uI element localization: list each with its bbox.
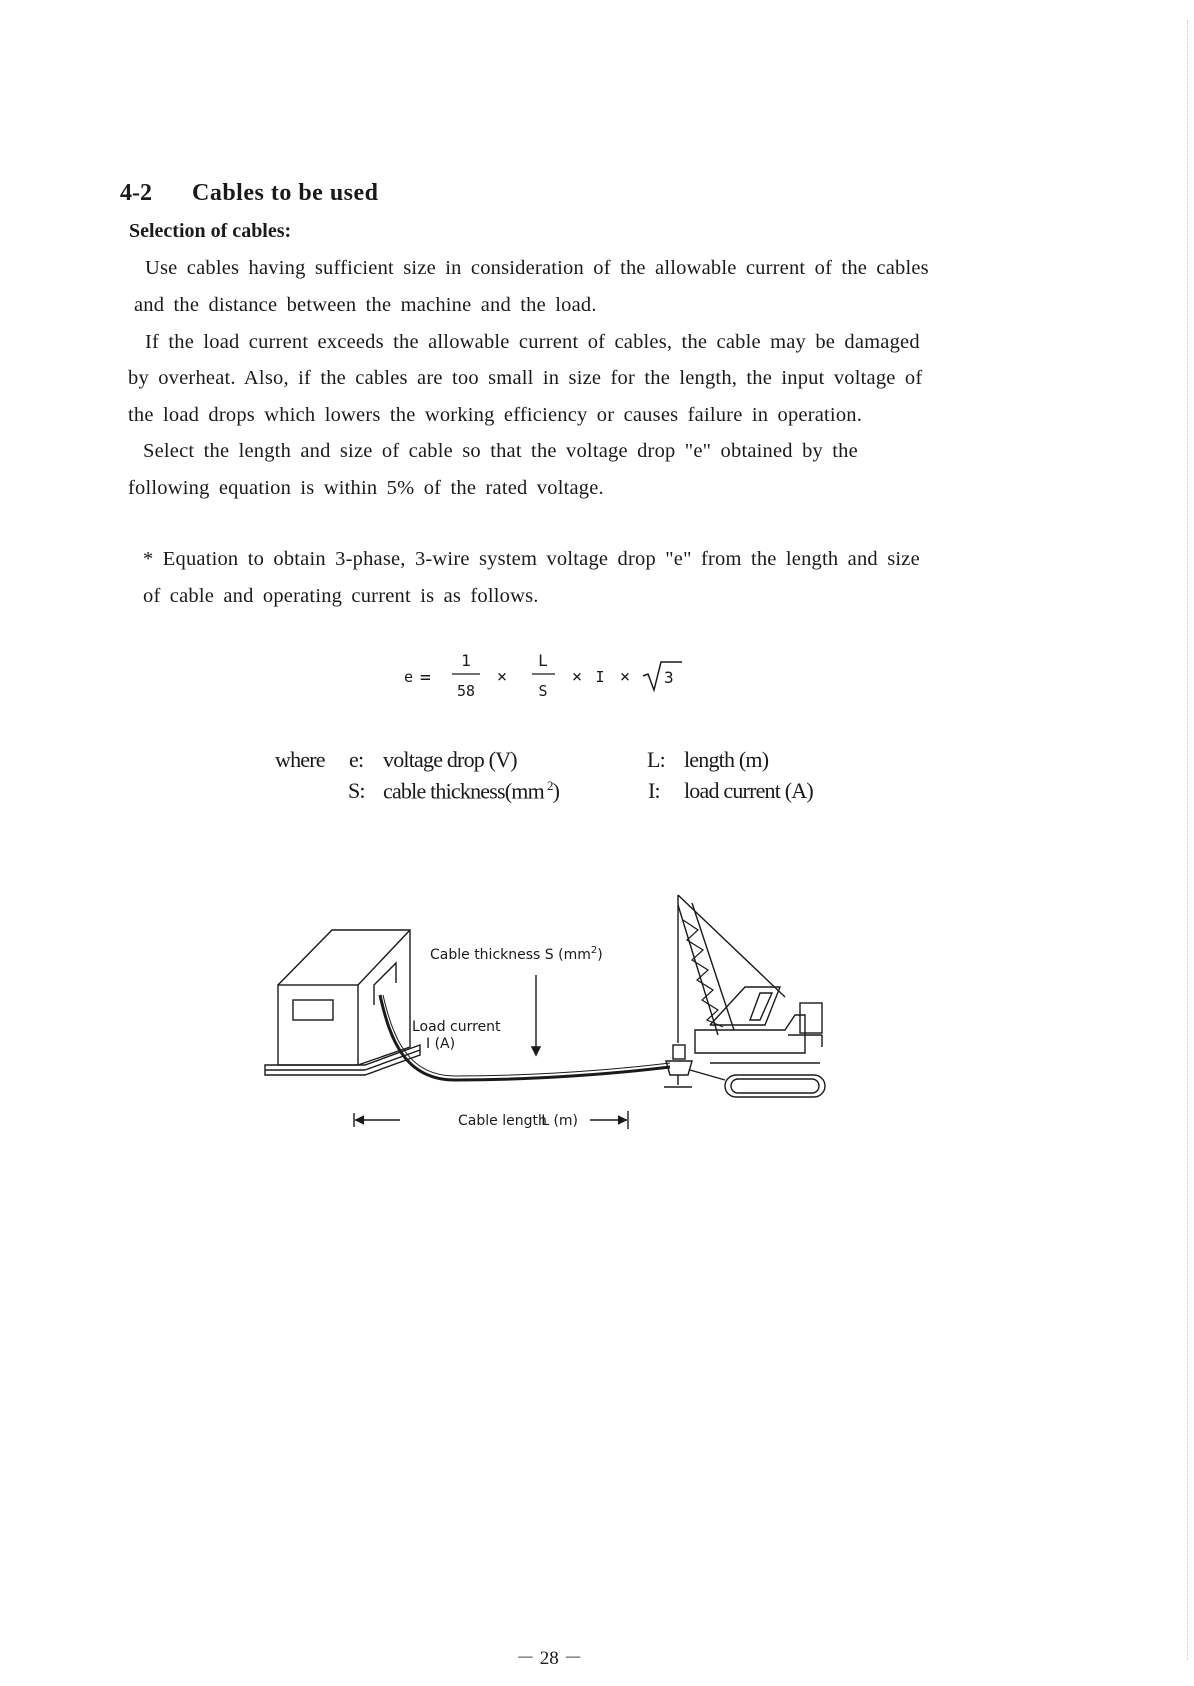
desc-l: length (m) (684, 747, 769, 772)
paragraph-line: following equation is within 5% of the rated voltage. (128, 477, 604, 499)
symbol-l: L: (647, 747, 665, 772)
paragraph-line: Select the length and size of cable so that the voltage drop "e" obtained by the (143, 440, 858, 462)
paragraph-line: the load drops which lowers the working efficiency or causes failure in operation. (128, 404, 863, 426)
eq-numerator-1: 1 (461, 651, 471, 670)
desc-i: load current (A) (684, 778, 813, 803)
page-edge-rule (1187, 20, 1188, 1660)
cable-illustration (240, 875, 860, 1145)
cable-length-label: Cable length (458, 1113, 547, 1129)
symbol-e: e: (349, 747, 364, 772)
paragraph-line: and the distance between the machine and the load. (134, 294, 597, 316)
eq-equals: = (420, 667, 431, 688)
subheading: Selection of cables: (129, 220, 292, 242)
paragraph-line: If the load current exceeds the allowable current of cables, the cable may be damaged (145, 331, 920, 353)
desc-s (383, 778, 559, 804)
eq-times: × (619, 667, 631, 687)
voltage-drop-equation (390, 640, 710, 730)
desc-s-text: cable thickness(mm (383, 778, 544, 804)
cable-length-unit: L (m) (541, 1113, 578, 1129)
cable-thickness-close: ) (597, 947, 603, 963)
arrow-head-icon (618, 1116, 626, 1124)
eq-denominator-1: 58 (456, 682, 476, 700)
generator-icon (265, 930, 420, 1075)
desc-s-close: ) (552, 778, 560, 804)
note-line: * Equation to obtain 3-phase, 3-wire system voltage drop "e" from the length and size (143, 548, 920, 570)
symbol-s: S: (348, 778, 365, 803)
paragraph-line: by overheat. Also, if the cables are too small in size for the length, the input voltage of (128, 367, 923, 389)
section-number: 4-2 (120, 180, 152, 206)
eq-denominator-2: S (538, 682, 548, 700)
page-number: － 28 － (516, 1648, 583, 1669)
arrow-head-icon (356, 1116, 364, 1124)
sqrt-sign-icon (643, 662, 682, 690)
section-title: Cables to be used (192, 180, 379, 206)
crane-icon (664, 895, 825, 1097)
eq-numerator-2: L (538, 651, 548, 670)
note-line: of cable and operating current is as follows. (143, 585, 539, 607)
load-current-unit: I (A) (426, 1036, 456, 1052)
load-current-label: Load current (412, 1019, 501, 1035)
eq-times: × (571, 667, 583, 687)
desc-s-superscript: 2 (546, 778, 553, 793)
where-label: where (275, 747, 325, 772)
cable-thickness-superscript: 2 (590, 945, 598, 956)
desc-e: voltage drop (V) (383, 747, 517, 772)
eq-times: × (496, 667, 508, 687)
cable-thickness-label (430, 945, 603, 963)
eq-root-value: 3 (664, 668, 674, 687)
symbol-i: I: (648, 778, 660, 803)
eq-current: I (595, 668, 605, 686)
eq-lhs: e (404, 668, 414, 686)
cable-thickness-text: Cable thickness S (mm (430, 947, 591, 963)
arrow-head-icon (532, 1047, 540, 1055)
paragraph-line: Use cables having sufficient size in consideration of the allowable current of the cables (145, 257, 929, 279)
